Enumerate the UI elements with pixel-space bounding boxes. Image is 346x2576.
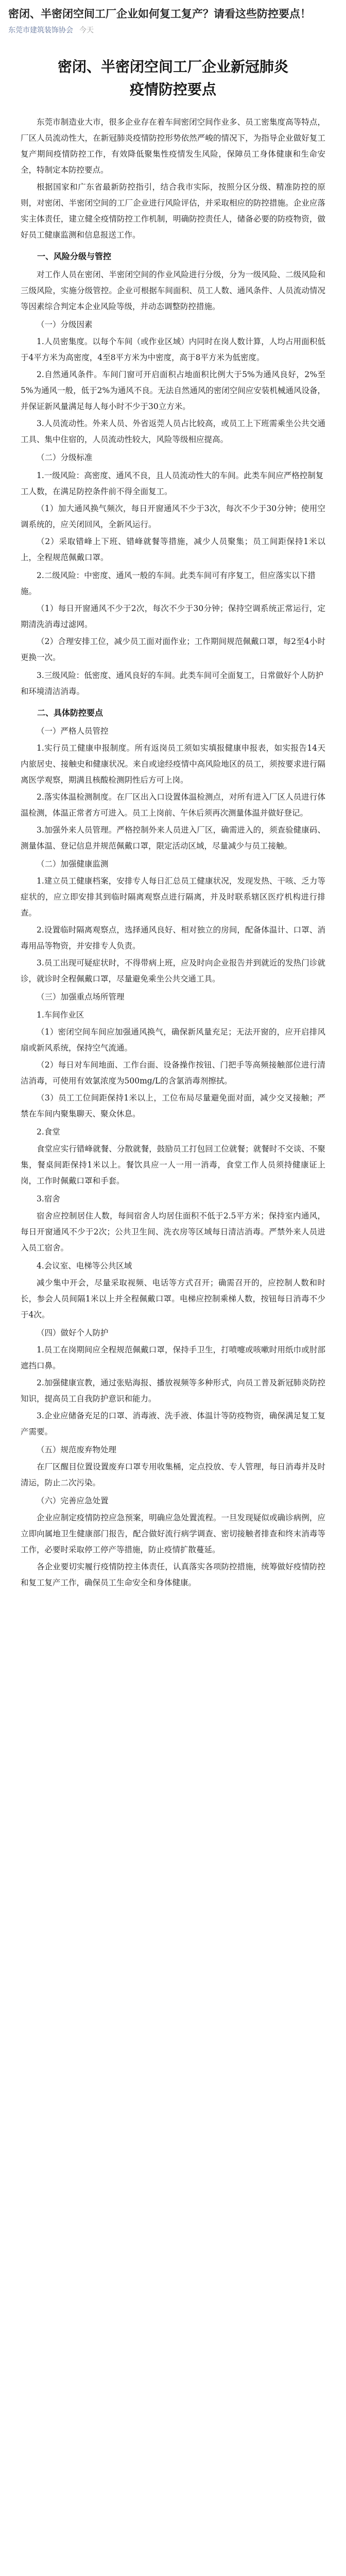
document-title-line-2: 疫情防控要点 (129, 81, 216, 98)
subsection-heading: 4.会议室、电梯等公共区域 (37, 1261, 132, 1270)
subsection-heading: （四）做好个人防护 (37, 1328, 109, 1337)
subsection-heading: （二）加强健康监测 (37, 859, 109, 869)
subsection-heading: （五）规范废弃物处理 (37, 1445, 117, 1454)
paragraph: （2）每日对车间地面、工作台面、设备操作按钮、门把手等高频接触部位进行清洁消毒，可使用有效氯浓度为500mg/L的含氯消毒剂擦拭。 (21, 1060, 325, 1086)
paragraph: 根据国家和广东省最新防控指引，结合我市实际，按照分区分级、精准防控的原则，对密闭、半密闭空间的工厂企业进行风险评估，并采取相应的防控措施。企业应落实主体责任，建立健全疫情防控工作机制，明确防控责任人，储备必要的防疫物资，做好员工健康监测和信息报送工作。 (21, 182, 325, 240)
article-meta (8, 25, 338, 35)
article-header (0, 0, 346, 35)
paragraph: 3.员工出现可疑症状时，不得带病上班，应及时向企业报告并到就近的发热门诊就诊，就诊时全程佩戴口罩，尽量避免乘坐公共交通工具。 (21, 958, 325, 984)
subsection-heading: 1.车间作业区 (37, 1010, 84, 1020)
article-title: 密闭、半密闭空间工厂企业如何复工复产？请看这些防控要点！ (8, 8, 311, 20)
paragraph: （2）合理安排工位，减少员工面对面作业；工作期间规范佩戴口罩，每2至4小时更换一次。 (21, 637, 325, 662)
paragraph: （1）密闭空间车间应加强通风换气，确保新风量充足；无法开窗的，应开启排风扇或新风系统，保持空气流通。 (21, 1027, 325, 1053)
subsection-heading: 2.二级风险：中密度、通风一般的车间。此类车间可有序复工，但应落实以下措施。 (21, 571, 316, 596)
subsection-heading: 3.三级风险：低密度、通风良好的车间。此类车间可全面复工，日常做好个人防护和环境清洁消毒。 (21, 671, 324, 696)
paragraph: 宿舍应控制居住人数，每间宿舍人均居住面积不低于2.5平方米；保持室内通风，每日开窗通风不少于2次；公共卫生间、洗衣房等区域每日清洁消毒。严禁外来人员进入员工宿舍。 (21, 1211, 325, 1252)
paragraph: 2.落实体温检测制度。在厂区出入口设置体温检测点，对所有进入厂区人员进行体温检测，体温正常者方可进入。员工上岗前、午休后须再次测量体温并做好登记。 (21, 792, 325, 818)
document-title (21, 56, 325, 101)
paragraph: 东莞市制造业大市，很多企业存在着车间密闭空间作业多、员工密集度高等特点，厂区人员流动性大，在新冠肺炎疫情防控形势依然严峻的情况下，为指导企业做好复工复产期间疫情防控工作，有效降低聚集性疫情发生风险，保障员工身体健康和生命安全，特制定本防控要点。 (21, 117, 325, 175)
subsection-heading: （一）严格人员管控 (37, 726, 109, 736)
subsection-heading: （一）分级因素 (37, 320, 93, 329)
account-name-link[interactable]: 东莞市建筑装饰协会 (8, 26, 73, 35)
paragraph: 对工作人员在密闭、半密闭空间的作业风险进行分级，分为一级风险、二级风险和三级风险，实施分级管控。企业可根据车间面积、员工人数、通风条件、人员流动情况等因素综合判定本企业风险等级，并动态调整防控措施。 (21, 270, 325, 311)
document-body (0, 56, 346, 1591)
document-content (21, 114, 325, 1591)
paragraph: 1.员工在岗期间应全程规范佩戴口罩，保持手卫生，打喷嚏或咳嗽时用纸巾或肘部遮挡口鼻。 (21, 1345, 325, 1370)
subsection-heading: （二）分级标准 (37, 453, 93, 462)
paragraph: 2.加强健康宣教，通过张贴海报、播放视频等多种形式，向员工普及新冠肺炎防控知识，提高员工自我防护意识和能力。 (21, 1378, 325, 1403)
subsection-heading: （三）加强重点场所管理 (37, 992, 125, 1002)
subsection-heading: （六）完善应急处置 (37, 1496, 109, 1505)
paragraph: 2.设置临时隔离观察点，选择通风良好、相对独立的房间，配备体温计、口罩、消毒用品等物资，并安排专人负责。 (21, 925, 325, 951)
paragraph: （1）每日开窗通风不少于2次，每次不少于30分钟；保持空调系统正常运行，定期清洗消毒过滤网。 (21, 604, 325, 629)
paragraph: （3）员工工位间距保持1米以上，工位布局尽量避免面对面，减少交叉接触；严禁在车间内聚集聊天、聚众休息。 (21, 1093, 325, 1118)
paragraph: 1.实行员工健康申报制度。所有返岗员工须如实填报健康申报表，如实报告14天内旅居史、接触史和健康状况。来自或途经疫情中高风险地区的员工，须按要求进行隔离医学观察，期满且核酸检测阴性后方可上岗。 (21, 743, 325, 785)
paragraph: （2）采取错峰上下班、错峰就餐等措施，减少人员聚集；员工间距保持1米以上，全程规范佩戴口罩。 (21, 537, 325, 562)
paragraph: （1）加大通风换气频次，每日开窗通风不少于3次，每次不少于30分钟；使用空调系统的，应关闭回风，全新风运行。 (21, 504, 325, 529)
paragraph: 企业应制定疫情防控应急预案，明确应急处置流程。一旦发现疑似或确诊病例，应立即向属地卫生健康部门报告，配合做好流行病学调查、密切接触者排查和终末消毒等工作，必要时采取停工停产等措施，防止疫情扩散蔓延。 (21, 1513, 325, 1554)
paragraph: 3.人员流动性。外来人员、外省返莞人员占比较高，或员工上下班需乘坐公共交通工具、集中住宿的，人员流动性较大，风险等级相应提高。 (21, 419, 325, 444)
section-heading: 一、风险分级与管控 (37, 251, 112, 261)
paragraph: 减少集中开会，尽量采取视频、电话等方式召开；确需召开的，应控制人数和时长，参会人员间隔1米以上并全程佩戴口罩。电梯应控制乘梯人数，按钮每日消毒不少于4次。 (21, 1278, 325, 1319)
section-heading: 二、具体防控要点 (37, 708, 103, 718)
paragraph: 1.人员密集度。以每个车间（或作业区域）内同时在岗人数计算，人均占用面积低于4平方米为高密度，4至8平方米为中密度，高于8平方米为低密度。 (21, 337, 325, 362)
subsection-heading: 2.食堂 (37, 1127, 60, 1137)
paragraph: 2.自然通风条件。车间门窗可开启面积占地面积比例大于5%为通风良好，2%至5%为通风一般，低于2%为通风不良。无法自然通风的密闭空间应安装机械通风设备，并保证新风量满足每人每小时不少于30立方米。 (21, 370, 325, 411)
paragraph: 在厂区醒目位置设置废弃口罩专用收集桶，定点投放、专人管理，每日消毒并及时清运，防止二次污染。 (21, 1462, 325, 1487)
paragraph: 各企业要切实履行疫情防控主体责任，认真落实各项防控措施，统筹做好疫情防控和复工复产工作，确保员工生命安全和身体健康。 (21, 1562, 325, 1587)
paragraph: 3.加强外来人员管理。严格控制外来人员进入厂区，确需进入的，须查验健康码、测量体温、登记信息并规范佩戴口罩，限定活动区域，尽量减少与员工接触。 (21, 825, 325, 851)
document-title-line-1: 密闭、半密闭空间工厂企业新冠肺炎 (57, 58, 288, 75)
paragraph: 3.企业应储备充足的口罩、消毒液、洗手液、体温计等防疫物资，确保满足复工复产需要。 (21, 1411, 325, 1436)
subsection-heading: 1.一级风险：高密度、通风不良，且人员流动性大的车间。此类车间应严格控制复工人数，在满足防控条件前不得全面复工。 (21, 471, 324, 496)
publish-date: 今天 (79, 26, 94, 35)
paragraph: 食堂应实行错峰就餐、分散就餐，鼓励员工打包回工位就餐；就餐时不交谈、不聚集，餐桌间距保持1米以上。餐饮具应一人一用一消毒，食堂工作人员须持健康证上岗，工作时佩戴口罩和手套。 (21, 1144, 325, 1185)
subsection-heading: 3.宿舍 (37, 1194, 60, 1204)
paragraph: 1.建立员工健康档案，安排专人每日汇总员工健康状况，发现发热、干咳、乏力等症状的，应立即安排其到临时隔离观察点进行隔离，并及时联系辖区医疗机构进行排查。 (21, 876, 325, 918)
